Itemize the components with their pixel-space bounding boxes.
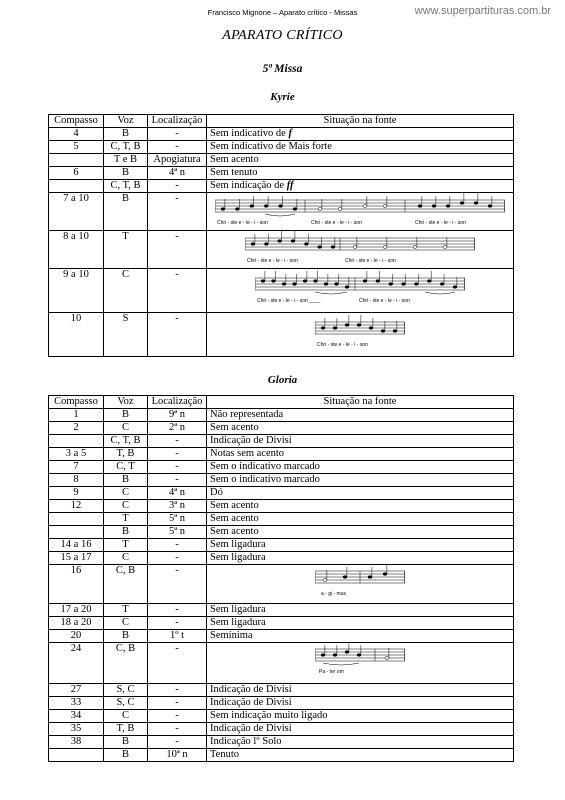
voz-cell: C, T, B — [104, 180, 148, 193]
voz-cell: B — [104, 193, 148, 231]
note-head — [414, 283, 418, 286]
note-head — [343, 576, 347, 579]
voz-cell: C — [104, 487, 148, 500]
situacao-text: Sem acento — [210, 526, 259, 537]
localizacao-cell: - — [148, 231, 207, 269]
table-row — [49, 435, 514, 448]
note-head — [293, 283, 297, 286]
table-row — [49, 167, 514, 180]
compasso-cell: 27 — [49, 684, 104, 697]
page-title: APARATO CRÍTICO — [222, 28, 343, 43]
compasso-cell — [49, 749, 104, 762]
table-row — [49, 422, 514, 435]
lyric-text: Chri - ste e - le - i - son — [415, 220, 466, 226]
lyric-text: Chri - ste e - le - i - son — [359, 298, 410, 304]
situacao-text: Indicação lº Solo — [210, 736, 282, 747]
situacao-text: Sem indicativo de — [210, 128, 289, 139]
situacao-cell — [207, 154, 514, 167]
table-row — [49, 409, 514, 422]
voz-cell: T — [104, 513, 148, 526]
note-head — [427, 280, 431, 283]
voz-cell: C — [104, 422, 148, 435]
localizacao-cell: 3ª n — [148, 500, 207, 513]
note-head — [383, 205, 387, 208]
table-row — [49, 141, 514, 154]
note-head — [474, 202, 478, 205]
situacao-text: Dó — [210, 487, 223, 498]
situacao-cell — [207, 526, 514, 539]
table-row — [49, 513, 514, 526]
note-head — [321, 654, 325, 657]
situacao-text: Indicação de Divisi — [210, 684, 292, 695]
note-head — [235, 208, 239, 211]
gloria-heading: Gloria — [267, 374, 298, 386]
situacao-text: Não representada — [210, 409, 284, 420]
situacao-text: Sem indicação de — [210, 180, 287, 191]
compasso-cell: 33 — [49, 697, 104, 710]
compasso-cell: 20 — [49, 630, 104, 643]
compasso-cell: 34 — [49, 710, 104, 723]
music-row — [49, 269, 514, 313]
table-row — [49, 684, 514, 697]
note-head — [324, 283, 328, 286]
table-row — [49, 180, 514, 193]
situacao-cell — [207, 474, 514, 487]
compasso-cell — [49, 180, 104, 193]
compasso-cell: 12 — [49, 500, 104, 513]
voz-cell: B — [104, 128, 148, 141]
compasso-cell: 2 — [49, 422, 104, 435]
table-row — [49, 710, 514, 723]
music-row — [49, 643, 514, 684]
situacao-text: Semínima — [210, 630, 253, 641]
situacao-cell — [207, 684, 514, 697]
compasso-cell: 7 — [49, 461, 104, 474]
localizacao-cell: - — [148, 461, 207, 474]
table-row — [49, 749, 514, 762]
situacao-cell — [207, 736, 514, 749]
voz-cell: C — [104, 269, 148, 313]
compasso-cell: 16 — [49, 565, 104, 604]
note-head — [331, 246, 335, 249]
situacao-text: Sem tenuto — [210, 167, 258, 178]
compasso-cell — [49, 513, 104, 526]
note-head — [314, 280, 318, 283]
note-head — [446, 205, 450, 208]
situacao-text: Sem acento — [210, 154, 259, 165]
column-header: Localização — [148, 115, 207, 128]
localizacao-cell: - — [148, 448, 207, 461]
note-head — [418, 205, 422, 208]
note-head — [363, 280, 367, 283]
lyric-text: Chri - ste e - le - i - son — [217, 220, 268, 226]
localizacao-cell: - — [148, 697, 207, 710]
note-head — [389, 283, 393, 286]
note-head — [291, 240, 295, 243]
situacao-cell — [207, 409, 514, 422]
column-header: Voz — [104, 396, 148, 409]
note-head — [304, 243, 308, 246]
situacao-text: Sem acento — [210, 500, 259, 511]
header-row — [49, 396, 514, 409]
note-head — [376, 280, 380, 283]
compasso-cell: 5 — [49, 141, 104, 154]
dynamic-mark: ff — [286, 180, 294, 191]
voz-cell: C, T, B — [104, 141, 148, 154]
voz-cell: B — [104, 526, 148, 539]
note-head — [251, 243, 255, 246]
note-head — [318, 246, 322, 249]
note-head — [413, 246, 417, 249]
situacao-cell — [207, 710, 514, 723]
note-head — [357, 654, 361, 657]
note-head — [383, 246, 387, 249]
note-head — [440, 283, 444, 286]
table-row — [49, 630, 514, 643]
note-head — [278, 240, 282, 243]
compasso-cell: 4 — [49, 128, 104, 141]
situacao-cell — [207, 448, 514, 461]
compasso-cell: 8 a 10 — [49, 231, 104, 269]
compasso-cell — [49, 154, 104, 167]
localizacao-cell: - — [148, 565, 207, 604]
voz-cell: S — [104, 313, 148, 357]
note-head — [453, 286, 457, 289]
localizacao-cell: - — [148, 435, 207, 448]
voz-cell: C, B — [104, 643, 148, 684]
situacao-text: Indicação de Divisi — [210, 435, 292, 446]
music-excerpt-cell — [207, 269, 514, 313]
situacao-cell — [207, 180, 514, 193]
note-head — [345, 324, 349, 327]
compasso-cell: 14 a 16 — [49, 539, 104, 552]
voz-cell: C — [104, 710, 148, 723]
voz-cell: B — [104, 749, 148, 762]
note-head — [381, 330, 385, 333]
localizacao-cell: - — [148, 552, 207, 565]
slur — [265, 214, 295, 216]
localizacao-cell: Apogiatura — [148, 154, 207, 167]
voz-cell: B — [104, 409, 148, 422]
note-head — [282, 283, 286, 286]
localizacao-cell: 5ª n — [148, 513, 207, 526]
localizacao-cell: - — [148, 313, 207, 357]
note-head — [369, 327, 373, 330]
table-row — [49, 474, 514, 487]
gloria-table — [48, 395, 514, 762]
situacao-cell — [207, 500, 514, 513]
note-head — [488, 205, 492, 208]
situacao-text: Sem ligadura — [210, 552, 266, 563]
compasso-cell: 9 a 10 — [49, 269, 104, 313]
voz-cell: C, T, B — [104, 435, 148, 448]
localizacao-cell: - — [148, 736, 207, 749]
music-row — [49, 193, 514, 231]
situacao-text: Sem o indicativo marcado — [210, 461, 320, 472]
situacao-cell — [207, 461, 514, 474]
voz-cell: B — [104, 736, 148, 749]
localizacao-cell: - — [148, 180, 207, 193]
kyrie-table — [48, 114, 514, 357]
column-header: Situação na fonte — [207, 396, 514, 409]
situacao-text: Indicação de Divisi — [210, 723, 292, 734]
music-row — [49, 231, 514, 269]
situacao-text: Sem acento — [210, 513, 259, 524]
note-head — [272, 280, 276, 283]
compasso-cell: 35 — [49, 723, 104, 736]
note-head — [383, 573, 387, 576]
voz-cell: B — [104, 630, 148, 643]
localizacao-cell: 10ª n — [148, 749, 207, 762]
music-excerpt — [315, 643, 405, 683]
compasso-cell: 24 — [49, 643, 104, 684]
table-row — [49, 723, 514, 736]
localizacao-cell: - — [148, 617, 207, 630]
situacao-text: Sem ligadura — [210, 539, 266, 550]
lyric-text: a - gi - mus — [321, 591, 347, 597]
compasso-cell: 9 — [49, 487, 104, 500]
note-head — [363, 205, 367, 208]
voz-cell: C — [104, 617, 148, 630]
voz-cell: S, C — [104, 697, 148, 710]
lyric-text: Chri - ste e - le - i - son — [247, 258, 298, 264]
compasso-cell — [49, 435, 104, 448]
table-row — [49, 154, 514, 167]
localizacao-cell: - — [148, 539, 207, 552]
note-head — [357, 324, 361, 327]
situacao-cell — [207, 487, 514, 500]
note-head — [264, 205, 268, 208]
localizacao-cell: - — [148, 474, 207, 487]
voz-cell: T, B — [104, 448, 148, 461]
music-excerpt — [215, 193, 505, 230]
table-row — [49, 697, 514, 710]
voz-cell: T — [104, 539, 148, 552]
compasso-cell: 6 — [49, 167, 104, 180]
note-head — [264, 243, 268, 246]
note-head — [432, 205, 436, 208]
music-excerpt — [315, 565, 405, 603]
localizacao-cell: - — [148, 128, 207, 141]
compasso-cell — [49, 526, 104, 539]
voz-cell: T, B — [104, 723, 148, 736]
note-head — [335, 283, 339, 286]
situacao-text: Sem indicativo de Mais forte — [210, 141, 332, 152]
column-header: Localização — [148, 396, 207, 409]
situacao-cell — [207, 604, 514, 617]
table-row — [49, 604, 514, 617]
column-header: Voz — [104, 115, 148, 128]
compasso-cell: 38 — [49, 736, 104, 749]
localizacao-cell: 2ª n — [148, 422, 207, 435]
note-head — [250, 205, 254, 208]
column-header: Compasso — [49, 396, 104, 409]
lyric-text: Chri - ste e - le - i - son — [345, 258, 396, 264]
compasso-cell: 8 — [49, 474, 104, 487]
note-head — [353, 246, 357, 249]
music-row — [49, 313, 514, 357]
localizacao-cell: 1º t — [148, 630, 207, 643]
situacao-text: Tenuto — [210, 749, 240, 760]
situacao-cell — [207, 630, 514, 643]
situacao-cell — [207, 167, 514, 180]
music-excerpt — [255, 269, 465, 312]
note-head — [443, 246, 447, 249]
compasso-cell: 10 — [49, 313, 104, 357]
voz-cell: C — [104, 500, 148, 513]
note-head — [338, 208, 342, 211]
dynamic-mark: f — [288, 128, 292, 139]
table-row — [49, 552, 514, 565]
situacao-cell — [207, 723, 514, 736]
compasso-cell: 17 a 20 — [49, 604, 104, 617]
situacao-text: Sem acento — [210, 422, 259, 433]
voz-cell: B — [104, 474, 148, 487]
music-excerpt-cell — [207, 193, 514, 231]
kyrie-heading: Kyrie — [270, 91, 295, 103]
compasso-cell: 18 a 20 — [49, 617, 104, 630]
localizacao-cell: 9ª n — [148, 409, 207, 422]
music-excerpt — [315, 313, 405, 356]
situacao-cell — [207, 617, 514, 630]
voz-cell: T — [104, 231, 148, 269]
note-head — [368, 576, 372, 579]
note-head — [221, 208, 225, 211]
localizacao-cell: - — [148, 193, 207, 231]
note-head — [279, 205, 283, 208]
voz-cell: C, T — [104, 461, 148, 474]
localizacao-cell: - — [148, 141, 207, 154]
table-row — [49, 736, 514, 749]
note-head — [333, 654, 337, 657]
table-row — [49, 539, 514, 552]
compasso-cell: 3 a 5 — [49, 448, 104, 461]
lyric-text: Chri - ste e - le - i - son — [317, 342, 368, 348]
note-head — [323, 579, 327, 582]
table-row — [49, 448, 514, 461]
lyric-text: Chri - ste e - le - i - son ____ — [257, 298, 321, 304]
table-row — [49, 500, 514, 513]
situacao-text: Indicação de Divisi — [210, 697, 292, 708]
note-head — [321, 327, 325, 330]
situacao-text: Sem o indicativo marcado — [210, 474, 320, 485]
note-head — [402, 283, 406, 286]
situacao-cell — [207, 435, 514, 448]
note-head — [345, 651, 349, 654]
localizacao-cell: - — [148, 604, 207, 617]
situacao-cell — [207, 539, 514, 552]
note-head — [318, 208, 322, 211]
localizacao-cell: - — [148, 269, 207, 313]
localizacao-cell: - — [148, 710, 207, 723]
situacao-text: Sem ligadura — [210, 604, 266, 615]
watermark-url: www.superpartituras.com.br — [414, 5, 551, 17]
note-head — [293, 208, 297, 211]
table-row — [49, 461, 514, 474]
table-row — [49, 617, 514, 630]
column-header: Compasso — [49, 115, 104, 128]
compasso-cell: 7 a 10 — [49, 193, 104, 231]
table-row — [49, 526, 514, 539]
music-excerpt-cell — [207, 231, 514, 269]
voz-cell: S, C — [104, 684, 148, 697]
note-head — [333, 327, 337, 330]
note-head — [460, 202, 464, 205]
music-row — [49, 565, 514, 604]
lyric-text: Pa - ter om — [319, 669, 344, 675]
column-header: Situação na fonte — [207, 115, 514, 128]
music-excerpt-cell — [207, 565, 514, 604]
compasso-cell: 15 a 17 — [49, 552, 104, 565]
situacao-cell — [207, 128, 514, 141]
localizacao-cell: - — [148, 684, 207, 697]
slur — [315, 292, 347, 294]
header-row — [49, 115, 514, 128]
note-head — [393, 330, 397, 333]
note-head — [303, 280, 307, 283]
localizacao-cell: - — [148, 723, 207, 736]
situacao-text: Sem ligadura — [210, 617, 266, 628]
mass-subtitle: 5ª Missa — [262, 63, 303, 75]
music-excerpt-cell — [207, 313, 514, 357]
slur — [425, 292, 455, 294]
note-head — [345, 286, 349, 289]
voz-cell: C, B — [104, 565, 148, 604]
situacao-text: Notas sem acento — [210, 448, 285, 459]
slur — [323, 663, 359, 665]
situacao-cell — [207, 697, 514, 710]
compasso-cell: 1 — [49, 409, 104, 422]
situacao-cell — [207, 141, 514, 154]
localizacao-cell: 5ª n — [148, 526, 207, 539]
voz-cell: T — [104, 604, 148, 617]
voz-cell: T e B — [104, 154, 148, 167]
voz-cell: C — [104, 552, 148, 565]
note-head — [385, 657, 389, 660]
situacao-cell — [207, 513, 514, 526]
situacao-cell — [207, 749, 514, 762]
localizacao-cell: - — [148, 643, 207, 684]
localizacao-cell: 4ª n — [148, 487, 207, 500]
note-head — [261, 280, 265, 283]
table-row — [49, 128, 514, 141]
music-excerpt-cell — [207, 643, 514, 684]
situacao-text: Sem indicação muito ligado — [210, 710, 328, 721]
situacao-cell — [207, 422, 514, 435]
localizacao-cell: 4ª n — [148, 167, 207, 180]
lyric-text: Chri - ste e - le - i - son — [311, 220, 362, 226]
voz-cell: B — [104, 167, 148, 180]
situacao-cell — [207, 552, 514, 565]
music-excerpt — [245, 231, 475, 268]
table-row — [49, 487, 514, 500]
running-header: Francisco Mignone – Aparato crítico - Missas — [207, 8, 358, 17]
